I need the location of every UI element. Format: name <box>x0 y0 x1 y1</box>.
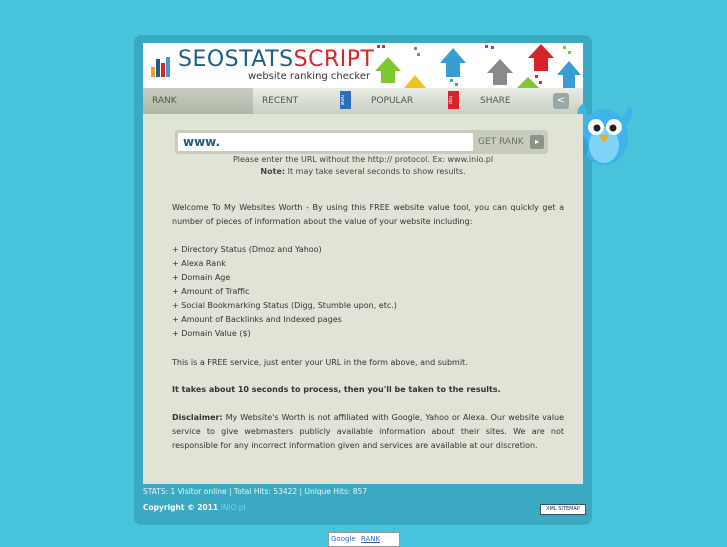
copyright <box>143 503 246 512</box>
site-logo[interactable]: SEOSTATSSCRIPT <box>178 47 375 72</box>
search-box <box>175 130 548 154</box>
url-input[interactable]: www. <box>178 133 473 151</box>
new-ribbon: new <box>340 91 351 109</box>
google-label: Google <box>331 535 356 543</box>
get-rank-label: GET RANK <box>478 137 524 147</box>
process-time-text: It takes about 10 seconds to process, then you'll be taken to the results. <box>172 385 501 394</box>
tab-recent[interactable]: RECENT <box>262 96 299 106</box>
xml-sitemap-badge[interactable]: XML SITEMAP <box>540 504 586 515</box>
note-line <box>143 167 583 176</box>
tab-popular[interactable]: POPULAR <box>371 96 414 106</box>
go-arrow-icon: ▸ <box>530 135 544 149</box>
share-icon[interactable]: < <box>553 93 569 109</box>
list-item: + Domain Age <box>172 273 231 282</box>
site-header <box>143 43 583 88</box>
list-item: + Amount of Traffic <box>172 287 250 296</box>
tab-rank[interactable]: RANK <box>143 88 253 114</box>
main-nav <box>143 88 583 115</box>
header-arrows-icon <box>365 43 583 88</box>
get-rank-button[interactable] <box>474 133 546 151</box>
note-text: It may take several seconds to show results. <box>285 167 466 176</box>
disclaimer <box>172 411 564 453</box>
site-link[interactable]: INIO.pl <box>220 503 246 512</box>
tab-share[interactable]: SHARE <box>480 96 511 106</box>
logo-bars-icon <box>151 55 173 77</box>
list-item: + Directory Status (Dmoz and Yahoo) <box>172 245 322 254</box>
list-item: + Domain Value ($) <box>172 329 251 338</box>
copyright-text: Copyright © 2011 <box>143 503 219 512</box>
disclaimer-label: Disclaimer: <box>172 413 223 422</box>
note-label: Note: <box>260 167 286 176</box>
pagerank-label: RANK <box>360 535 381 543</box>
url-hint: Please enter the URL without the http:// protocol. Ex: www.inio.pl <box>232 155 494 164</box>
logo-tagline: website ranking checker <box>248 71 371 82</box>
list-item: + Social Bookmarking Status (Digg, Stumble upon, etc.) <box>172 301 397 310</box>
intro-text: Welcome To My Websites Worth - By using this FREE website value tool, you can quickly get a number of pieces of information about the value of your website including: <box>172 203 564 226</box>
site-stats: STATS: 1 Visitor online | Total Hits: 53422 | Unique Hits: 857 <box>143 487 368 496</box>
main-content <box>143 114 583 484</box>
feature-list <box>172 243 564 341</box>
free-service-text: This is a FREE service, just enter your URL in the form above, and submit. <box>172 358 468 367</box>
list-item: + Alexa Rank <box>172 259 226 268</box>
disclaimer-text: My Website's Worth is not affiliated with Google, Yahoo or Alexa. Our website value service to give webmasters publicly available information about their sites. We are not responsible for any incorrect information given and services are available at our discretion. <box>172 413 564 450</box>
top-ribbon: top <box>448 91 459 109</box>
list-item: + Amount of Backlinks and Indexed pages <box>172 315 342 324</box>
